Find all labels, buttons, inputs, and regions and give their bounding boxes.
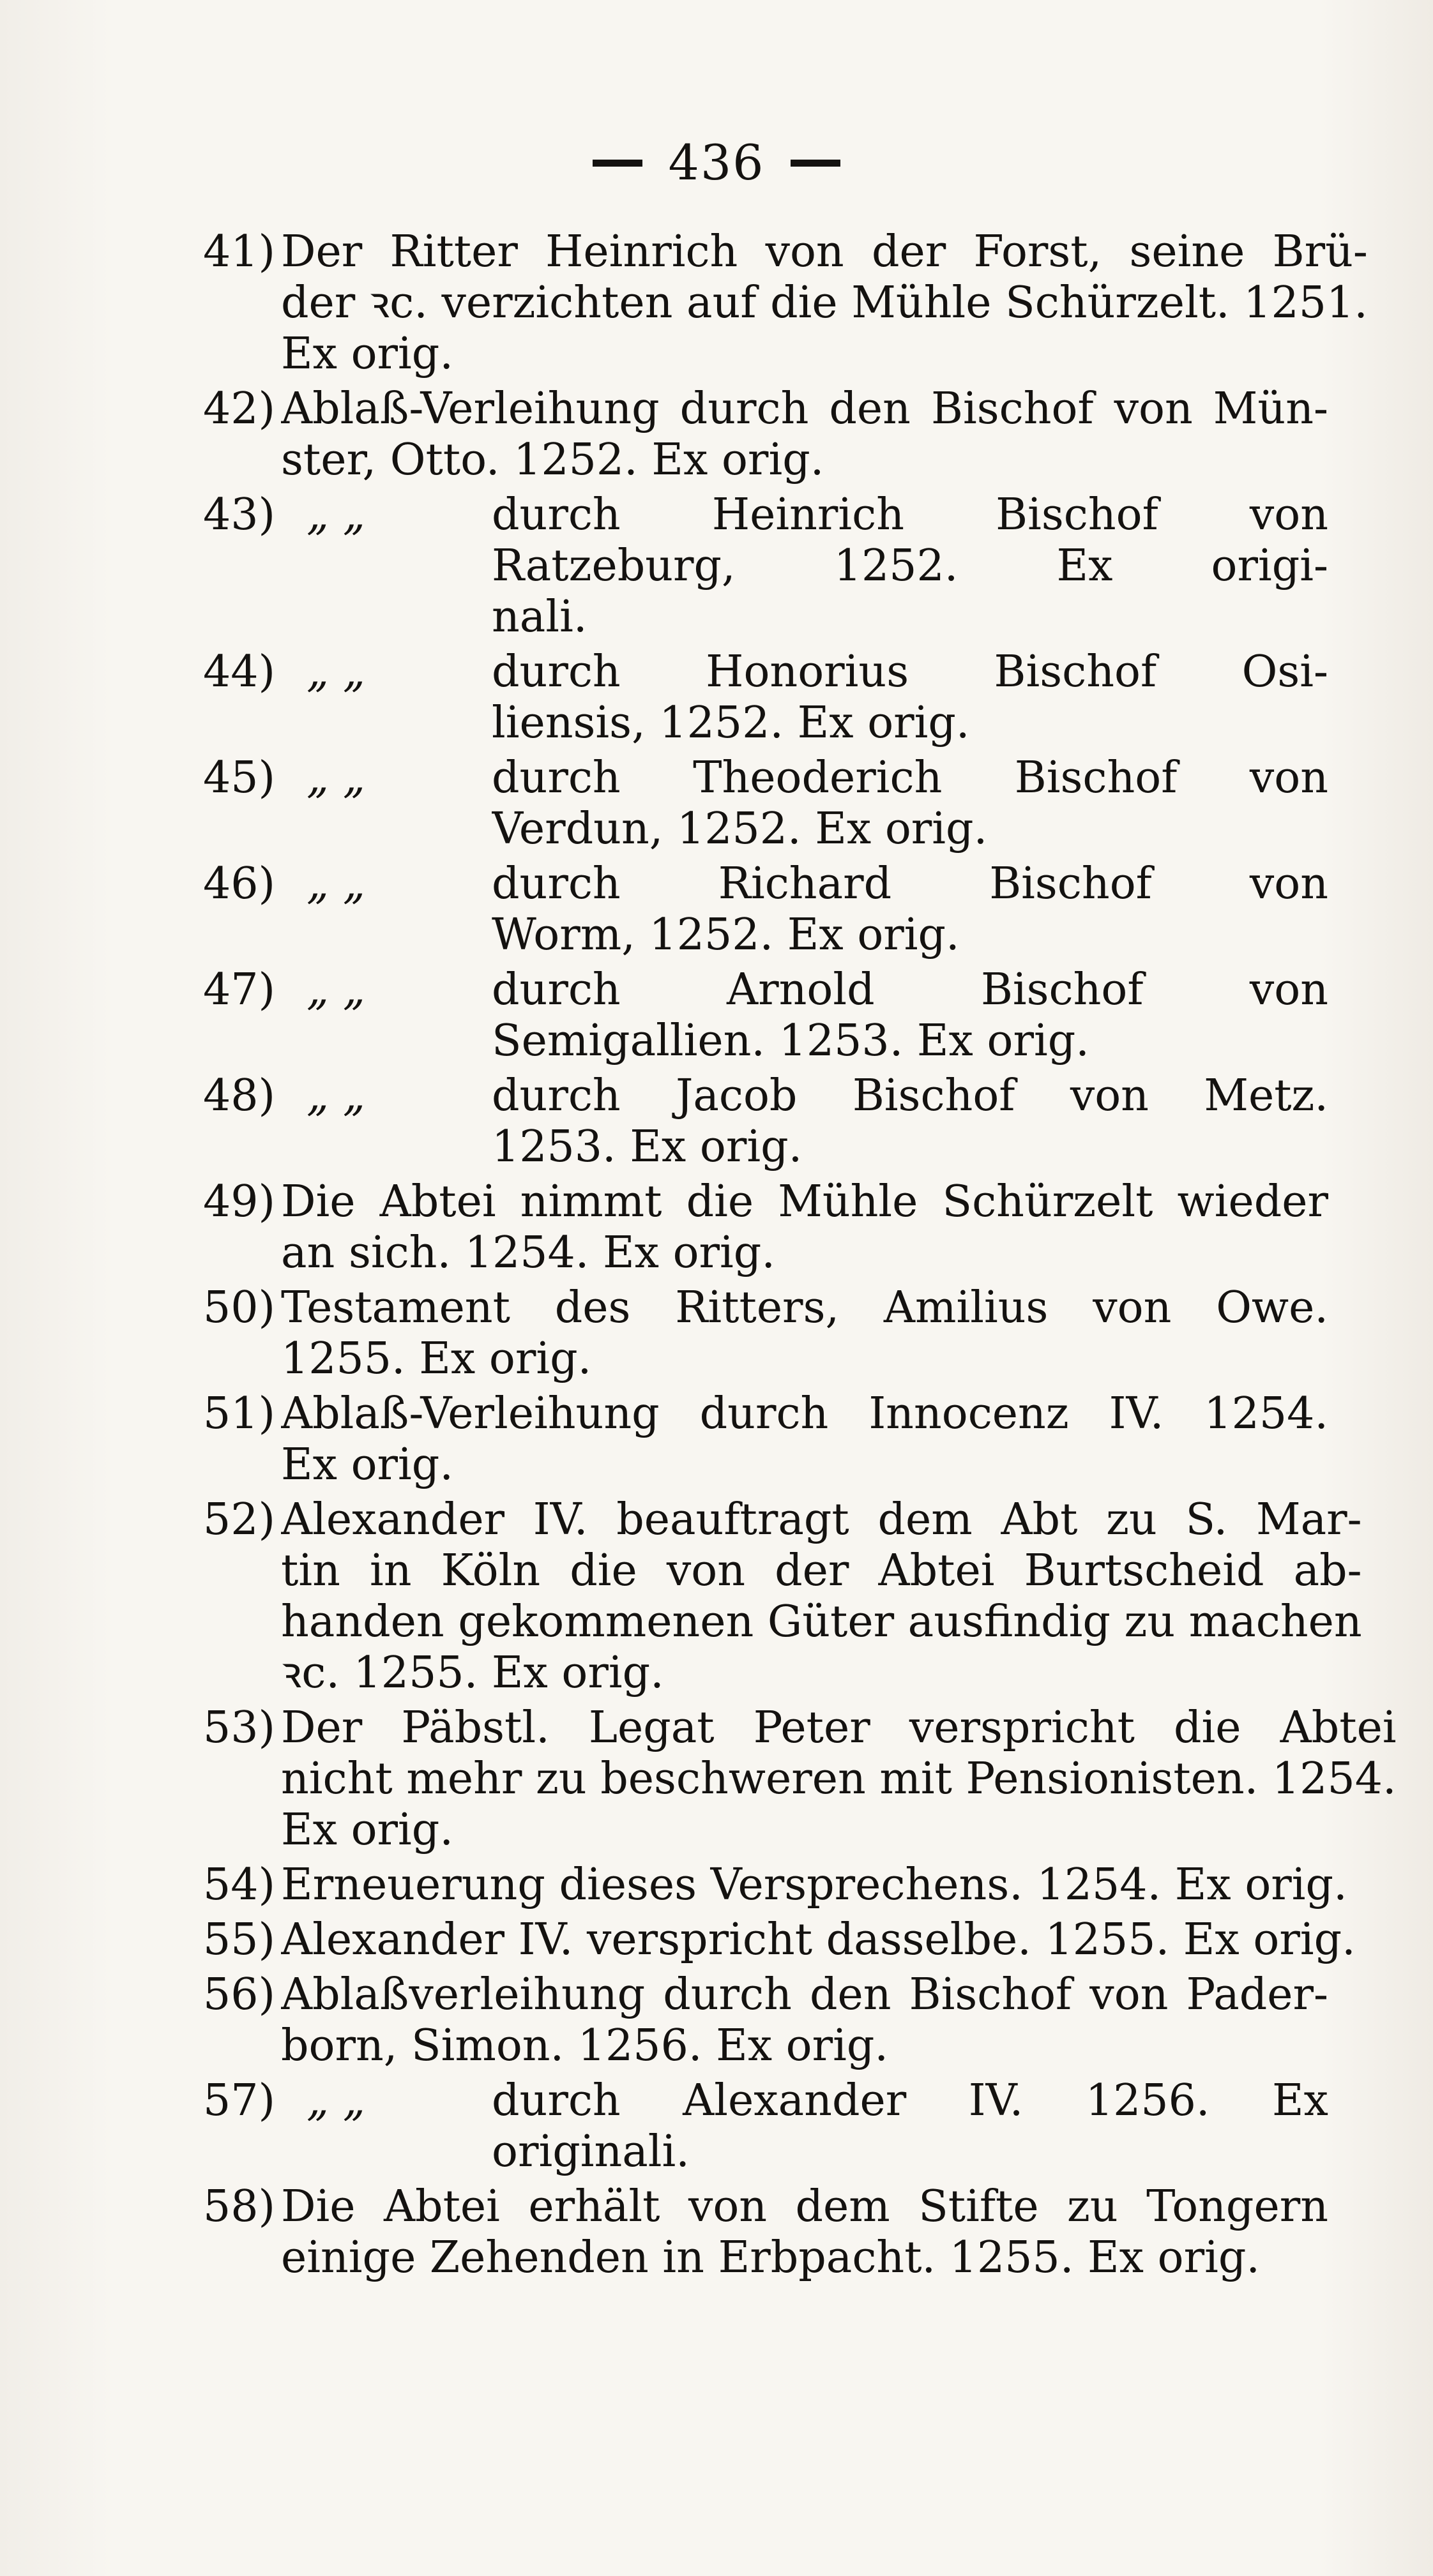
entry-line: nicht mehr zu beschweren mit Pensionisten. 1254.: [281, 1754, 1397, 1804]
entry-number: 53): [203, 1703, 276, 1753]
ditto-marks: „ „: [307, 2075, 366, 2126]
entry-list: [203, 227, 1397, 2284]
entry-text: [281, 1177, 1328, 1279]
list-entry: [203, 1703, 1397, 1856]
entry-number: 48): [203, 1071, 276, 1121]
list-entry: [203, 490, 1328, 643]
entry-number: 43): [203, 490, 276, 540]
entry-text: [281, 227, 1368, 380]
entry-number: 41): [203, 227, 276, 277]
entry-line: Erneuerung dieses Versprechens. 1254. Ex orig.: [281, 1860, 1347, 1910]
entry-line: born, Simon. 1256. Ex orig.: [281, 2021, 889, 2071]
list-entry: [203, 2181, 1328, 2284]
entry-line: Semigallien. 1253. Ex orig.: [492, 1016, 1089, 1066]
entry-number: 42): [203, 384, 276, 434]
entry-text: [281, 753, 1328, 855]
entry-line: 1255. Ex orig.: [281, 1334, 592, 1384]
list-entry: [203, 859, 1328, 961]
entry-text: [281, 490, 1328, 643]
page-header: [0, 134, 1433, 191]
entry-line: durch Jacob Bischof von Metz.: [492, 1071, 1328, 1121]
entry-text: [281, 1970, 1328, 2072]
entry-text: [281, 1495, 1362, 1699]
entry-text: [281, 647, 1328, 749]
entry-line: Worm, 1252. Ex orig.: [492, 910, 960, 960]
ditto-marks: „ „: [307, 753, 366, 803]
page-number: 436: [668, 134, 765, 191]
entry-line: durch Honorius Bischof Osi-: [492, 647, 1328, 697]
entry-line: durch Heinrich Bischof von: [492, 490, 1328, 540]
entry-number: 57): [203, 2075, 276, 2126]
entry-line: durch Richard Bischof von: [492, 859, 1328, 909]
list-entry: [203, 1389, 1328, 1491]
entry-number: 55): [203, 1915, 276, 1965]
list-entry: [203, 1283, 1328, 1385]
entry-text: [281, 1389, 1328, 1491]
entry-number: 58): [203, 2181, 276, 2232]
ditto-marks: „ „: [307, 1071, 366, 1121]
entry-text: [281, 1915, 1356, 1966]
list-entry: [203, 2075, 1328, 2178]
entry-text: [281, 859, 1328, 961]
list-entry: [203, 1177, 1328, 1279]
entry-line: ster, Otto. 1252. Ex orig.: [281, 435, 824, 485]
entry-text: [281, 965, 1328, 1067]
list-entry: [203, 1970, 1328, 2072]
entry-number: 49): [203, 1177, 276, 1227]
entry-number: 52): [203, 1495, 276, 1545]
entry-number: 50): [203, 1283, 276, 1333]
entry-line: der ꝛc. verzichten auf die Mühle Schürzelt. 1251.: [281, 278, 1368, 328]
entry-line: Ablaßverleihung durch den Bischof von Pader-: [281, 1970, 1328, 2020]
entry-line: durch Arnold Bischof von: [492, 965, 1328, 1015]
entry-line: 1253. Ex orig.: [492, 1122, 803, 1172]
entry-line: Testament des Ritters, Amilius von Owe.: [281, 1283, 1328, 1333]
entry-line: Die Abtei nimmt die Mühle Schürzelt wieder: [281, 1177, 1328, 1227]
list-entry: [203, 1071, 1328, 1173]
entry-number: 47): [203, 965, 276, 1015]
entry-line: tin in Köln die von der Abtei Burtscheid ab-: [281, 1546, 1362, 1596]
entry-number: 56): [203, 1970, 276, 2020]
header-dash-right: [791, 160, 840, 167]
entry-number: 54): [203, 1860, 276, 1910]
entry-line: einige Zehenden in Erbpacht. 1255. Ex orig.: [281, 2233, 1260, 2283]
entry-number: 51): [203, 1389, 276, 1439]
entry-text: [281, 384, 1328, 486]
entry-text: [281, 2181, 1328, 2284]
list-entry: [203, 753, 1328, 855]
entry-line: Der Päbstl. Legat Peter verspricht die Abtei: [281, 1703, 1397, 1753]
entry-line: liensis, 1252. Ex orig.: [492, 698, 970, 748]
entry-line: Ex orig.: [281, 1805, 453, 1855]
entry-text: [281, 2075, 1328, 2178]
entry-line: Ablaß-Verleihung durch Innocenz IV. 1254.: [281, 1389, 1328, 1439]
entry-line: ꝛc. 1255. Ex orig.: [281, 1648, 664, 1698]
ditto-marks: „ „: [307, 965, 366, 1015]
list-entry: [203, 384, 1328, 486]
entry-line: Alexander IV. beauftragt dem Abt zu S. Mar-: [281, 1495, 1362, 1545]
list-entry: [203, 965, 1328, 1067]
header-dash-left: [593, 160, 642, 167]
entry-line: originali.: [492, 2127, 690, 2177]
entry-line: durch Alexander IV. 1256. Ex: [492, 2075, 1328, 2126]
entry-line: Ex orig.: [281, 1440, 453, 1490]
entry-line: Verdun, 1252. Ex orig.: [492, 804, 988, 854]
entry-line: Ablaß-Verleihung durch den Bischof von Mün-: [281, 384, 1328, 434]
entry-line: an sich. 1254. Ex orig.: [281, 1228, 775, 1278]
entry-number: 46): [203, 859, 276, 909]
entry-line: nali.: [492, 592, 588, 642]
entry-text: [281, 1071, 1328, 1173]
list-entry: [203, 1495, 1362, 1699]
entry-line: Die Abtei erhält von dem Stifte zu Tongern: [281, 2181, 1328, 2232]
entry-line: Ex orig.: [281, 329, 453, 379]
entry-text: [281, 1860, 1347, 1911]
list-entry: [203, 647, 1328, 749]
ditto-marks: „ „: [307, 859, 366, 909]
entry-line: Ratzeburg, 1252. Ex origi-: [492, 541, 1328, 591]
list-entry: [203, 1860, 1347, 1911]
entry-text: [281, 1283, 1328, 1385]
ditto-marks: „ „: [307, 647, 366, 697]
entry-text: [281, 1703, 1397, 1856]
entry-number: 44): [203, 647, 276, 697]
list-entry: [203, 227, 1368, 380]
entry-line: durch Theoderich Bischof von: [492, 753, 1328, 803]
ditto-marks: „ „: [307, 490, 366, 540]
entry-line: handen gekommenen Güter ausfindig zu machen: [281, 1597, 1362, 1647]
list-entry: [203, 1915, 1356, 1966]
entry-line: Alexander IV. verspricht dasselbe. 1255. Ex orig.: [281, 1915, 1356, 1965]
entry-line: Der Ritter Heinrich von der Forst, seine Brü-: [281, 227, 1368, 277]
entry-number: 45): [203, 753, 276, 803]
